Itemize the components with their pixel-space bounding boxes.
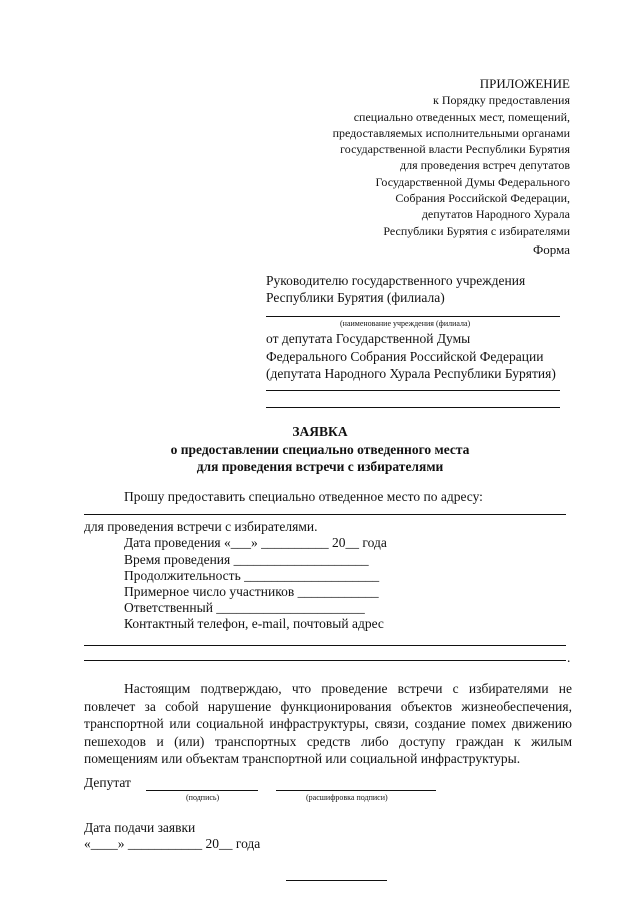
- appendix-line: для проведения встреч депутатов: [400, 158, 570, 173]
- signature-caption: (подпись): [186, 793, 220, 802]
- contacts-line: [84, 645, 566, 646]
- from-line-1: от депутата Государственной Думы: [266, 331, 471, 346]
- appendix-line: к Порядку предоставления: [432, 93, 570, 108]
- request-responsible: Ответственный ______________________: [124, 600, 365, 615]
- appendix-line: государственной власти Республики Бурятия: [340, 142, 570, 157]
- confirmation-paragraph: Настоящим подтверждаю, что проведение встречи с избирателями не повлечет за собой нарушение функционирования объектов жизнеобеспечения, транспортной или социальной инфраструктуры, связи, создание помех движению пешеходов и (или) транспортных средств либо доступу граждан к жилым помещениям или объектам транспортной или социальной инфраструктуры.: [84, 681, 572, 766]
- signature-decode-caption: (расшифровка подписи): [306, 793, 388, 802]
- institution-name-line: [266, 316, 560, 317]
- document-subtitle: для проведения встречи с избирателями: [196, 459, 444, 474]
- signature-label: Депутат: [84, 775, 131, 790]
- addressee-block: [266, 272, 525, 306]
- request-time: Время проведения ____________________: [124, 552, 369, 567]
- request-participants: Примерное число участников ____________: [124, 584, 379, 599]
- appendix-line: предоставляемых исполнительными органами: [332, 125, 570, 140]
- appendix-line: депутатов Народного Хурала: [421, 207, 570, 222]
- request-purpose: для проведения встречи с избирателями.: [84, 519, 318, 534]
- document-subtitle: о предоставлении специально отведенного места: [170, 442, 470, 457]
- line-end-period: .: [567, 650, 571, 665]
- request-date: Дата проведения «___» __________ 20__ года: [124, 535, 387, 550]
- deputy-name-line: [266, 407, 560, 408]
- appendix-line: Государственной Думы Федерального: [375, 174, 570, 189]
- document-title: ЗАЯВКА: [292, 424, 348, 439]
- submission-label: Дата подачи заявки: [84, 820, 196, 835]
- appendix-line: Собрания Российской Федерации,: [395, 191, 570, 206]
- institution-caption: (наименование учреждения (филиала): [340, 319, 471, 328]
- appendix-line: специально отведенных мест, помещений,: [353, 109, 570, 124]
- appendix-title: ПРИЛОЖЕНИЕ: [479, 76, 570, 91]
- submission-date: «____» ___________ 20__ года: [84, 836, 261, 851]
- addressee-line-1: Руководителю государственного учреждения: [266, 273, 526, 288]
- signature-decode-line: [276, 790, 436, 791]
- form-label: Форма: [533, 242, 570, 257]
- deputy-name-line: [266, 390, 560, 391]
- from-block: [266, 330, 556, 383]
- request-duration: Продолжительность ____________________: [124, 568, 380, 583]
- appendix-line: Республики Бурятия с избирателями: [383, 223, 570, 238]
- from-line-3: (депутата Народного Хурала Республики Бурятия): [266, 366, 556, 381]
- request-contacts: Контактный телефон, e-mail, почтовый адрес: [124, 616, 384, 631]
- address-line: [84, 514, 566, 515]
- signature-line: [146, 790, 258, 791]
- from-line-2: Федерального Собрания Российской Федерации: [266, 348, 544, 364]
- appendix-block: [333, 76, 570, 239]
- contacts-line: [84, 660, 566, 661]
- request-intro: Прошу предоставить специально отведенное место по адресу:: [124, 489, 483, 504]
- addressee-line-2: Республики Бурятия (филиала): [266, 290, 445, 305]
- footer-line: [286, 880, 387, 881]
